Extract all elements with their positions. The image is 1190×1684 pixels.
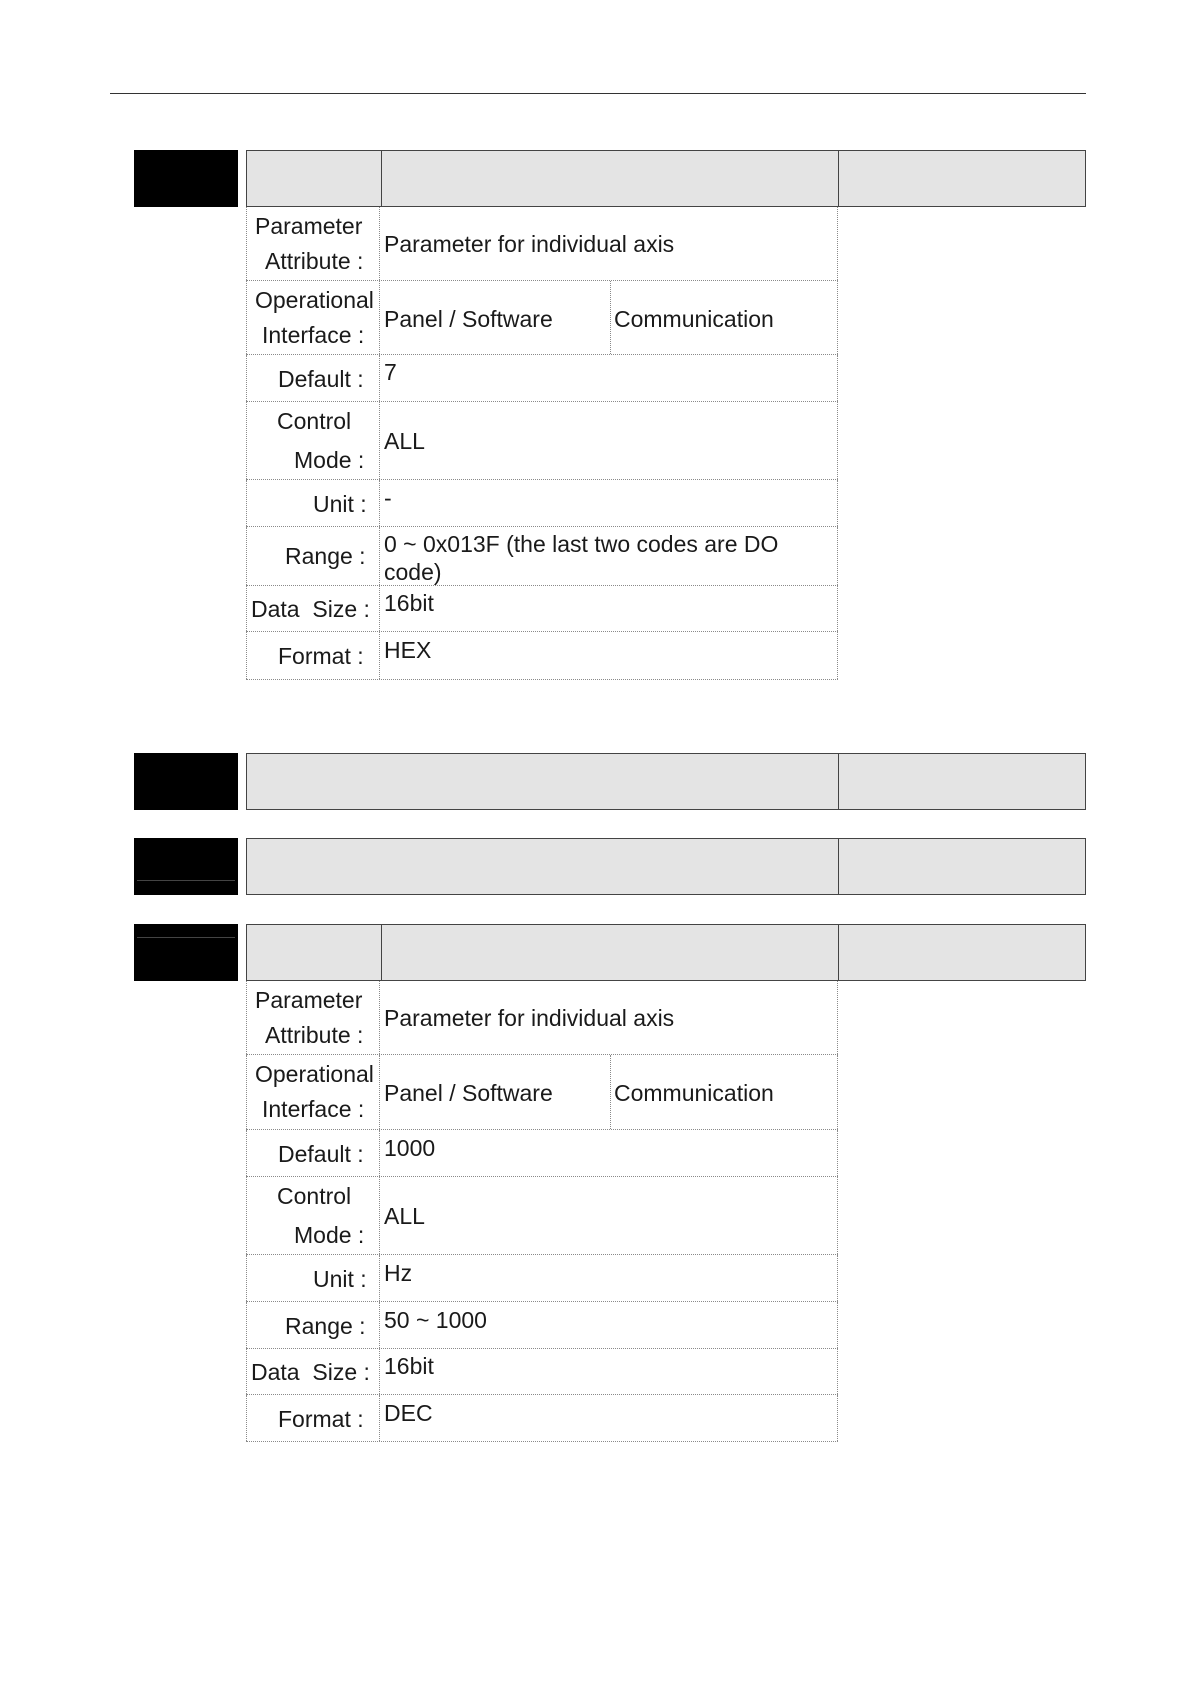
label-line: Default : [278,1141,364,1167]
value-text: Communication [614,306,774,332]
value-text: Parameter for individual axis [384,231,675,257]
row-label [246,1130,380,1176]
row-value [384,1349,838,1394]
label-line: Format : [278,643,364,669]
row-value [384,1130,838,1176]
header-rule [110,93,1086,94]
row-label [246,632,380,679]
row-label [246,402,380,479]
table-row [246,1255,838,1302]
row-value [384,527,838,585]
value-divider [610,281,611,354]
row-value [384,281,838,354]
row-label [246,981,380,1054]
label-line: Range : [285,543,366,569]
row-label [246,527,380,585]
label-line: Data Size : [251,596,370,622]
label-line: Operational [255,1061,374,1087]
row-value [384,632,838,679]
label-line: Interface : [262,1096,365,1122]
label-line: Attribute : [265,248,364,274]
header-divider [838,150,839,207]
row-label [246,207,380,280]
value-text: - [384,485,392,511]
row-label [246,1302,380,1348]
row-value [384,480,838,526]
row-value [384,1255,838,1301]
parameter-code-tab [134,753,238,810]
row-label [246,1177,380,1254]
table-row [246,1349,838,1395]
row-value [384,981,838,1054]
table-row [246,586,838,632]
label-line: Parameter [255,213,363,239]
row-label [246,281,380,354]
table-row [246,1177,838,1255]
table-row [246,527,838,586]
label-line: Parameter [255,987,363,1013]
tab-inner-line [137,937,235,938]
label-line: Default : [278,366,364,392]
header-divider [838,924,839,981]
table-row [246,480,838,527]
value-text: Panel / Software [384,1080,553,1106]
label-line: Mode : [294,447,365,473]
value-text: Parameter for individual axis [384,1005,675,1031]
value-text: 1000 [384,1135,436,1161]
parameter-header-bar [246,924,1086,981]
value-text: DEC [384,1400,433,1426]
table-row [246,281,838,355]
row-value [384,1395,838,1441]
value-text: ALL [384,428,425,454]
label-line: Range : [285,1313,366,1339]
value-text: 7 [384,359,397,385]
value-divider [610,1055,611,1129]
label-line: Mode : [294,1222,365,1248]
label-line: Control [277,408,352,434]
row-value [384,1302,838,1348]
value-text: 0 ~ 0x013F (the last two codes are DO code) [384,531,779,585]
table-row [246,207,838,281]
table-row [246,1395,838,1442]
label-line: Unit : [313,1266,367,1292]
value-text: Communication [614,1080,774,1106]
table-row [246,1130,838,1177]
value-text: HEX [384,637,432,663]
row-label [246,1055,380,1129]
table-row [246,402,838,480]
parameter-code-tab [134,924,238,981]
label-line: Data Size : [251,1359,370,1385]
header-divider [381,150,382,207]
value-text: ALL [384,1203,425,1229]
parameter-header-bar [246,753,1086,810]
row-label [246,586,380,631]
value-text: Hz [384,1260,413,1286]
label-line: Attribute : [265,1022,364,1048]
table-row [246,632,838,680]
value-text: Panel / Software [384,306,553,332]
table-row [246,1302,838,1349]
parameter-header-bar [246,150,1086,207]
row-label [246,480,380,526]
tab-inner-line [137,880,235,881]
table-row [246,981,838,1055]
row-value [384,1177,838,1254]
table-row [246,1055,838,1130]
row-value [384,355,838,401]
value-text: 50 ~ 1000 [384,1307,487,1333]
header-divider [381,924,382,981]
row-value [384,207,838,280]
label-line: Unit : [313,491,367,517]
table-row [246,355,838,402]
parameter-code-tab [134,838,238,895]
row-value [384,586,838,631]
row-value [384,402,838,479]
label-line: Operational [255,287,374,313]
value-text: 16bit [384,590,434,616]
row-label [246,1395,380,1441]
row-label [246,355,380,401]
parameter-code-tab [134,150,238,207]
value-text: 16bit [384,1353,434,1379]
label-line: Format : [278,1406,364,1432]
label-line: Control [277,1183,352,1209]
parameter-header-bar [246,838,1086,895]
row-label [246,1349,380,1394]
label-line: Interface : [262,322,365,348]
header-divider [838,753,839,810]
header-divider [838,838,839,895]
row-value [384,1055,838,1129]
row-label [246,1255,380,1301]
